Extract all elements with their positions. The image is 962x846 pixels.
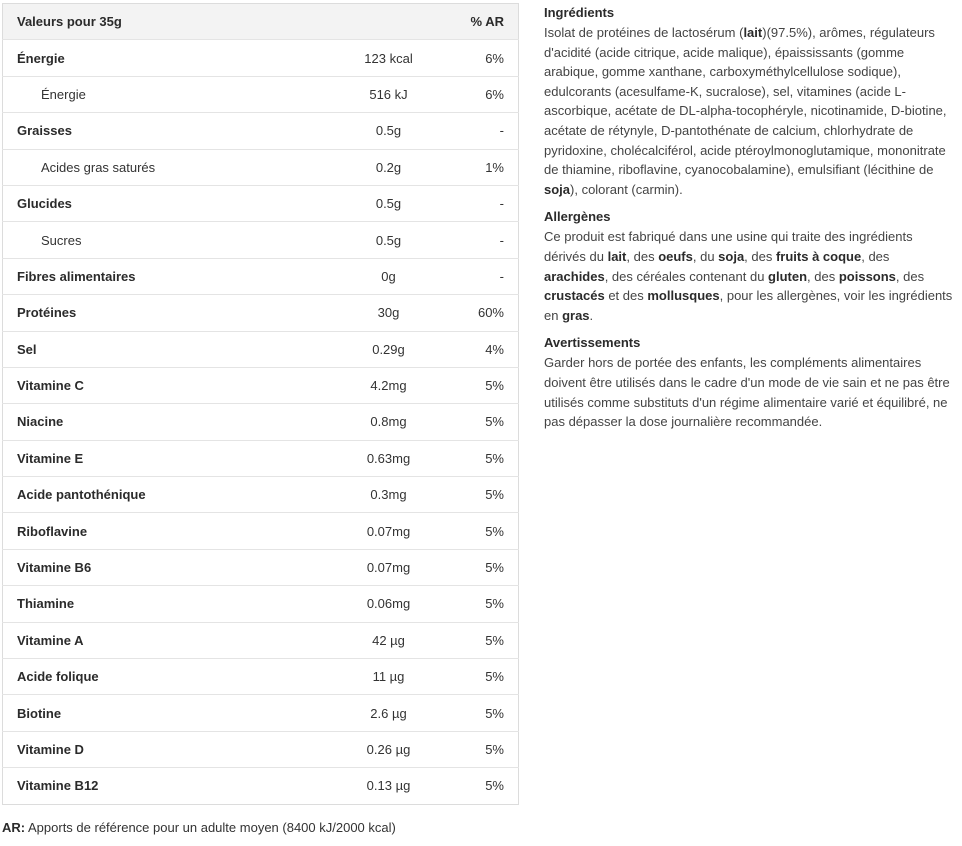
nutrient-ar: 5%: [466, 768, 519, 804]
nutrient-ar: 6%: [466, 76, 519, 112]
table-row: [3, 768, 519, 804]
text-segment: , pour les allergènes, voir les ingrédients en: [544, 288, 953, 323]
table-row: [3, 404, 519, 440]
warnings-title: Avertissements: [544, 335, 641, 351]
header-value: [311, 4, 466, 40]
table-row: [3, 659, 519, 695]
nutrient-name: Protéines: [3, 295, 312, 331]
nutrient-ar: 4%: [466, 331, 519, 367]
ar-footnote: [2, 820, 396, 835]
table-row: [3, 731, 519, 767]
allergens-title: Allergènes: [544, 209, 611, 225]
text-segment: , des céréales contenant du: [604, 268, 769, 284]
header-serving: Valeurs pour 35g: [3, 4, 312, 40]
nutrient-name: Graisses: [3, 113, 312, 149]
nutrient-ar: 60%: [466, 295, 519, 331]
nutrient-name: Vitamine D: [3, 731, 312, 767]
nutrient-name: Acide pantothénique: [3, 477, 312, 513]
nutrient-name: Vitamine B6: [3, 549, 312, 585]
nutrient-ar: -: [466, 113, 519, 149]
nutrient-name: Niacine: [3, 404, 312, 440]
text-segment: , des: [626, 248, 659, 264]
nutrient-ar: -: [466, 258, 519, 294]
table-row: [3, 76, 519, 112]
bold-allergen: oeufs: [658, 248, 693, 264]
text-segment: ), colorant (carmin).: [570, 181, 683, 197]
nutrient-value: 0.5g: [311, 185, 466, 221]
text-segment: Isolat de protéines de lactosérum (: [544, 25, 744, 40]
text-segment: et des: [604, 288, 648, 304]
ingredients-title: Ingrédients: [544, 5, 615, 20]
table-row: [3, 549, 519, 585]
table-row: [3, 258, 519, 294]
nutrient-value: 4.2mg: [311, 367, 466, 403]
nutrient-value: 0g: [311, 258, 466, 294]
nutrient-value: 0.2g: [311, 149, 466, 185]
nutrient-ar: 5%: [466, 549, 519, 585]
table-row: [3, 695, 519, 731]
nutrition-table-body: [3, 40, 519, 804]
warnings-text: [544, 353, 956, 431]
table-row: [3, 513, 519, 549]
nutrient-value: 0.07mg: [311, 549, 466, 585]
table-row: [3, 440, 519, 476]
nutrient-ar: 5%: [466, 404, 519, 440]
table-row: [3, 185, 519, 221]
nutrition-table: [2, 3, 519, 805]
nutrient-name: Vitamine A: [3, 622, 312, 658]
bold-allergen: mollusques: [647, 288, 720, 304]
text-segment: , des: [895, 268, 925, 284]
nutrient-name: Biotine: [3, 695, 312, 731]
table-row: [3, 367, 519, 403]
nutrient-name: Fibres alimentaires: [3, 258, 312, 294]
bold-allergen: soja: [718, 248, 745, 264]
nutrient-value: 0.5g: [311, 113, 466, 149]
nutrient-value: 0.13 µg: [311, 768, 466, 804]
nutrient-value: 0.5g: [311, 222, 466, 258]
nutrient-value: 0.8mg: [311, 404, 466, 440]
nutrient-name: Vitamine B12: [3, 768, 312, 804]
nutrient-ar: 5%: [466, 513, 519, 549]
nutrient-name: Énergie: [3, 40, 312, 76]
warnings-section: [544, 334, 956, 431]
nutrient-value: 0.63mg: [311, 440, 466, 476]
product-info: [544, 4, 956, 441]
nutrient-value: 11 µg: [311, 659, 466, 695]
nutrient-name: Vitamine C: [3, 367, 312, 403]
nutrient-name: Thiamine: [3, 586, 312, 622]
nutrient-name: Vitamine E: [3, 440, 312, 476]
nutrient-name: Acides gras saturés: [3, 149, 312, 185]
nutrient-value: 516 kJ: [311, 76, 466, 112]
text-segment: , du: [692, 248, 719, 264]
nutrient-value: 0.26 µg: [311, 731, 466, 767]
allergens-text: [544, 227, 956, 325]
bold-allergen: gluten: [768, 268, 808, 284]
nutrient-name: Glucides: [3, 185, 312, 221]
nutrient-value: 0.07mg: [311, 513, 466, 549]
bold-allergen: poissons: [838, 268, 896, 284]
nutrient-name: Acide folique: [3, 659, 312, 695]
table-row: [3, 222, 519, 258]
text-segment: , des: [807, 268, 839, 284]
nutrient-value: 0.29g: [311, 331, 466, 367]
table-row: [3, 477, 519, 513]
table-row: [3, 586, 519, 622]
bold-allergen: soja: [544, 181, 571, 197]
table-row: [3, 295, 519, 331]
table-row: [3, 113, 519, 149]
allergens-section: [544, 208, 956, 325]
nutrient-ar: 5%: [466, 367, 519, 403]
table-row: [3, 40, 519, 76]
nutrient-name: Sucres: [3, 222, 312, 258]
bold-allergen: fruits à coque: [775, 248, 862, 264]
nutrient-name: Énergie: [3, 76, 312, 112]
nutrient-ar: 5%: [466, 586, 519, 622]
bold-allergen: gras: [562, 307, 590, 323]
nutrient-ar: -: [466, 185, 519, 221]
nutrient-ar: 5%: [466, 440, 519, 476]
table-row: [3, 331, 519, 367]
nutrient-name: Sel: [3, 331, 312, 367]
text-segment: , des: [861, 248, 890, 264]
header-ar: % AR: [466, 4, 519, 40]
bold-allergen: lait: [743, 25, 763, 40]
nutrient-ar: 6%: [466, 40, 519, 76]
nutrient-ar: 5%: [466, 695, 519, 731]
footnote-text: Apports de référence pour un adulte moyen (8400 kJ/2000 kcal): [25, 820, 396, 835]
bold-allergen: crustacés: [544, 288, 605, 304]
text-segment: )(97.5%), arômes, régulateurs d'acidité (acide citrique, acide malique), épaississants (gomme arabique, gomme xanthane, carboxyméthylcellulose sodique), edulcorants (acesulfame-K, sucralose), sel, vitamines (acide L-ascorbique, acétate de DL-alpha-tocophéryle, nicotinamide, D-biotine, acétate de rétynyle, D-pantothénate de calcium, chlorhydrate de pyridoxine, cholécalciférol, acide ptéroylmonoglutamique, mononitrate de thiamine, riboflavine, cyanocobalamine), emulsifiant (lécithine de: [544, 25, 947, 178]
text-segment: .: [589, 307, 594, 323]
bold-allergen: lait: [607, 248, 627, 264]
nutrient-name: Riboflavine: [3, 513, 312, 549]
nutrient-value: 42 µg: [311, 622, 466, 658]
nutrient-value: 30g: [311, 295, 466, 331]
nutrient-ar: 1%: [466, 149, 519, 185]
nutrient-ar: -: [466, 222, 519, 258]
text-segment: Garder hors de portée des enfants, les compléments alimentaires doivent être utilisés dans le cadre d'un mode de vie sain et ne pas être utilisés comme substituts d'un régime alimentaire varié et équilibré, ne pas dépasser la dose journalière recommandée.: [544, 355, 950, 430]
ingredients-text: [544, 23, 956, 199]
nutrient-ar: 5%: [466, 622, 519, 658]
table-header-row: [3, 4, 519, 40]
table-row: [3, 622, 519, 658]
nutrient-ar: 5%: [466, 731, 519, 767]
bold-allergen: arachides: [544, 268, 605, 284]
ingredients-section: [544, 4, 956, 199]
nutrient-value: 2.6 µg: [311, 695, 466, 731]
nutrient-value: 123 kcal: [311, 40, 466, 76]
nutrient-value: 0.3mg: [311, 477, 466, 513]
table-row: [3, 149, 519, 185]
nutrient-value: 0.06mg: [311, 586, 466, 622]
text-segment: Ce produit est fabriqué dans une usine qui traite des ingrédients dérivés du: [544, 229, 913, 264]
text-segment: , des: [744, 248, 776, 264]
footnote-label: AR:: [2, 820, 26, 835]
nutrient-ar: 5%: [466, 659, 519, 695]
nutrient-ar: 5%: [466, 477, 519, 513]
